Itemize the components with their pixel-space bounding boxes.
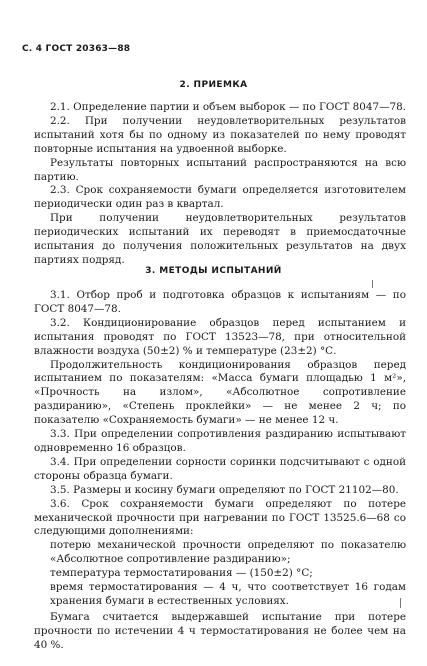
section-3-body: [34, 289, 406, 653]
paragraph-3-6-item-2: температура термостатирования — (150±2) °С;: [50, 567, 313, 580]
paragraph-3-6-item-1: потерю механической прочности определяют по показателю «Абсолютное сопротивление раздиранию»;: [50, 539, 406, 566]
paragraph-2-2: 2.2. При получении неудовлетворительных результатов испытаний хотя бы по одному из показателей по нему проводят повторные испытания на удвоенной выборке.: [34, 114, 406, 155]
paragraph-3-6-item-3: время термостатирования — 4 ч, что соответствует 16 годам хранения бумаги в естественных условиях.: [50, 581, 406, 607]
paragraph-2-1: 2.1. Определение партии и объем выборок — по ГОСТ 8047—78.: [50, 101, 406, 113]
paragraph-3-5: 3.5. Размеры и косину бумаги определяют по ГОСТ 21102—80.: [50, 483, 399, 496]
paragraph-2-3: 2.3. Срок сохраняемости бумаги определяется изготовителем периодически один раз в квартал.: [34, 184, 406, 211]
paragraph-3-1: 3.1. Отбор проб и подготовка образцов к испытаниям — по ГОСТ 8047—78.: [34, 289, 406, 315]
section-2-body: [34, 101, 406, 268]
paragraph-2-3-cont: При получении неудовлетворительных результатов периодических испытаний их переводят в приемосдаточные испытания до получения положительных результатов на двух партиях подряд.: [34, 212, 406, 266]
paragraph-3-2: 3.2. Кондиционирование образцов перед испытанием и испытания проводят по ГОСТ 13523—78, при относительной влажности воздуха (50±2) % и температуре (23±2) °С.: [34, 316, 406, 357]
page-header: С. 4 ГОСТ 20363—88: [22, 44, 131, 54]
paragraph-3-4: 3.4. При определении сорности соринки подсчитывают с одной стороны образца бумаги.: [34, 455, 406, 482]
paragraph-3-3: 3.3. При определении сопротивления раздиранию испытывают одновременно 16 образцов.: [34, 428, 406, 454]
section-3-title: 3. МЕТОДЫ ИСПЫТАНИЙ: [145, 266, 282, 276]
scan-mark: [372, 280, 373, 288]
scan-mark: [400, 598, 401, 608]
paragraph-3-6: 3.6. Срок сохраняемости бумаги определяют по потере механической прочности при нагревании по ГОСТ 13525.6—68 со следующими дополнениями:: [34, 497, 406, 538]
section-2-title: 2. ПРИЕМКА: [179, 80, 248, 90]
paragraph-3-6-final: Бумага считается выдержавшей испытание при потере прочности по истечении 4 ч термостатирования не более чем на 40 %.: [34, 610, 406, 651]
paragraph-3-2-cont: Продолжительность кондиционирования образцов перед испытанием по показателям: «Масса бумаги площадью 1 м²», «Прочность на излом», «Абсолютное сопротивление раздиранию», «Степень проклейки» — не менее 2 ч; по показателю «Сохраняемость бумаги» — не менее 12 ч.: [34, 358, 406, 427]
paragraph-2-2-cont: Результаты повторных испытаний распространяются на всю партию.: [34, 156, 406, 183]
